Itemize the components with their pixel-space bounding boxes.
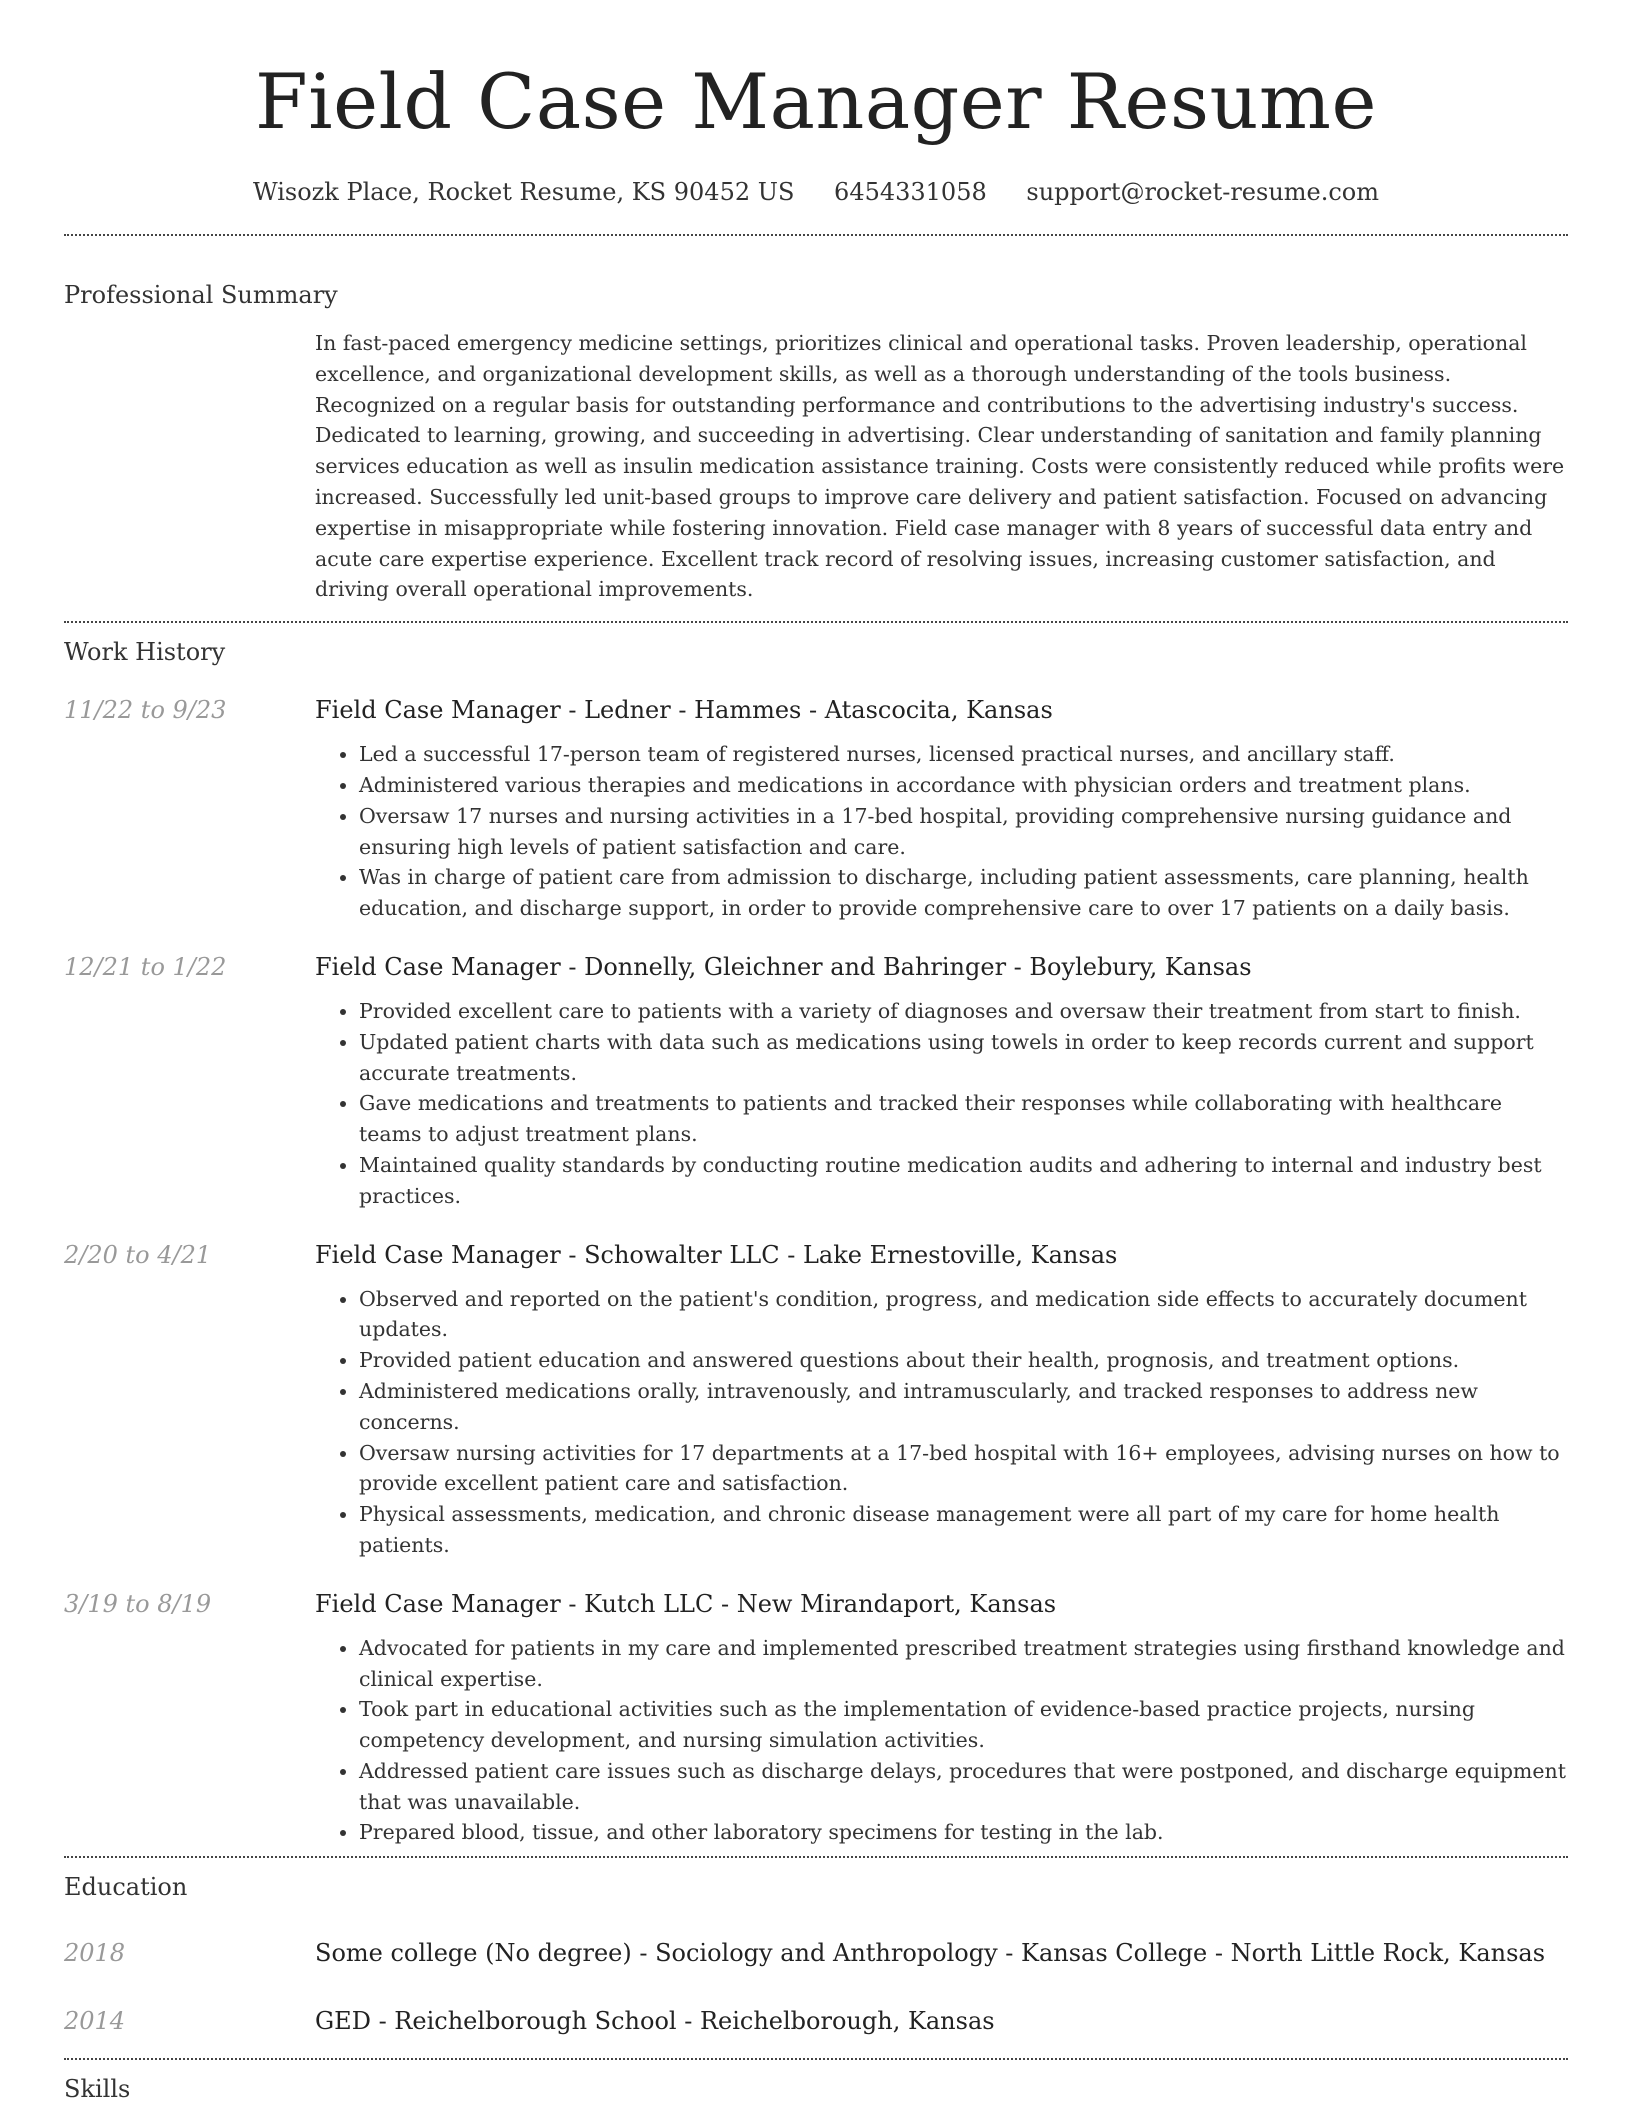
job-bullet-list (315, 1633, 1568, 1849)
job-bullet: • Oversaw nursing activities for 17 departments at a 17-bed hospital with 16+ employees, advising nurses on how to provide excellent patient care and satisfaction. (359, 1438, 1568, 1500)
job-entry (64, 693, 1568, 924)
job-title: Field Case Manager - Ledner - Hammes - Atascocita, Kansas (315, 696, 1053, 725)
education-details: Some college (No degree) - Sociology and Anthropology - Kansas College - North Little Rock, Kansas (315, 1939, 1546, 1968)
job-bullet: • Gave medications and treatments to patients and tracked their responses while collaborating with healthcare teams to adjust treatment plans. (359, 1088, 1568, 1150)
divider (64, 2058, 1568, 2060)
resume-page (64, 0, 1568, 2104)
job-bullet: • Led a successful 17-person team of registered nurses, licensed practical nurses, and ancillary staff. (359, 739, 1568, 770)
education-entry (64, 1936, 1568, 1970)
job-bullet-list (315, 996, 1568, 1212)
job-title: Field Case Manager - Kutch LLC - New Mirandaport, Kansas (315, 1589, 1057, 1618)
job-title: Field Case Manager - Donnelly, Gleichner and Bahringer - Boylebury, Kansas (315, 952, 1252, 981)
job-bullet: • Was in charge of patient care from admission to discharge, including patient assessments, care planning, health education, and discharge support, in order to provide comprehensive care to over 17 patients on a daily basis. (359, 862, 1568, 924)
section-heading-skills: Skills (64, 2075, 131, 2104)
job-dates: 11/22 to 9/23 (64, 696, 227, 725)
job-dates: 3/19 to 8/19 (64, 1589, 212, 1618)
job-entry (64, 1238, 1568, 1561)
job-bullet-list (315, 1284, 1568, 1561)
divider (64, 234, 1568, 236)
education-year: 2018 (64, 1939, 126, 1968)
page-title: Field Case Manager Resume (255, 57, 1377, 146)
job-dates: 12/21 to 1/22 (64, 952, 227, 981)
job-bullet: • Updated patient charts with data such as medications using towels in order to keep records current and support accurate treatments. (359, 1027, 1568, 1089)
job-bullet: • Administered various therapies and medications in accordance with physician orders and treatment plans. (359, 770, 1568, 801)
education-year: 2014 (64, 2007, 126, 2036)
contact-phone: 6454331058 (834, 178, 987, 206)
job-bullet: • Oversaw 17 nurses and nursing activities in a 17-bed hospital, providing comprehensive nursing guidance and ensuring high levels of patient satisfaction and care. (359, 801, 1568, 863)
section-heading-work-history: Work History (64, 638, 226, 667)
work-history-section (64, 637, 1568, 1848)
job-dates: 2/20 to 4/21 (64, 1240, 212, 1269)
job-title: Field Case Manager - Schowalter LLC - Lake Ernestoville, Kansas (315, 1240, 1118, 1269)
education-entry (64, 2004, 1568, 2038)
contact-address: Wisozk Place, Rocket Resume, KS 90452 US (252, 178, 795, 206)
summary-section (64, 280, 1568, 605)
job-entry (64, 1587, 1568, 1849)
job-bullet: • Advocated for patients in my care and implemented prescribed treatment strategies using firsthand knowledge and clinical expertise. (359, 1633, 1568, 1695)
section-heading-education: Education (64, 1873, 188, 1902)
job-bullet: • Physical assessments, medication, and chronic disease management were all part of my care for home health patients. (359, 1499, 1568, 1561)
job-bullet-list (315, 739, 1568, 924)
education-section (64, 1872, 1568, 2038)
section-heading-summary: Professional Summary (64, 281, 338, 309)
job-bullet: • Observed and reported on the patient's condition, progress, and medication side effects to accurately document updates. (359, 1284, 1568, 1346)
divider (64, 621, 1568, 623)
skills-section (64, 2074, 1568, 2104)
job-bullet: • Addressed patient care issues such as discharge delays, procedures that were postponed, and discharge equipment that was unavailable. (359, 1756, 1568, 1818)
divider (64, 1856, 1568, 1858)
contact-email: support@rocket-resume.com (1026, 178, 1380, 206)
job-bullet: • Provided patient education and answered questions about their health, prognosis, and treatment options. (359, 1345, 1568, 1376)
job-bullet: • Administered medications orally, intravenously, and intramuscularly, and tracked responses to address new concerns. (359, 1376, 1568, 1438)
contact-line (64, 176, 1568, 208)
job-bullet: • Prepared blood, tissue, and other laboratory specimens for testing in the lab. (359, 1817, 1568, 1848)
job-entry (64, 950, 1568, 1212)
job-bullet: • Took part in educational activities such as the implementation of evidence-based practice projects, nursing competency development, and nursing simulation activities. (359, 1694, 1568, 1756)
job-bullet: • Provided excellent care to patients with a variety of diagnoses and oversaw their treatment from start to finish. (359, 996, 1568, 1027)
job-bullet: • Maintained quality standards by conducting routine medication audits and adhering to internal and industry best practices. (359, 1150, 1568, 1212)
education-details: GED - Reichelborough School - Reichelborough, Kansas (315, 2007, 995, 2036)
summary-text: In fast-paced emergency medicine settings, prioritizes clinical and operational tasks. Proven leadership, operational excellence, and organizational development skills, as well as a thorough understanding of the tools business. Recognized on a regular basis for outstanding performance and contributions to the advertising industry's success. Dedicated to learning, growing, and succeeding in advertising. Clear understanding of sanitation and family planning services education as well as insulin medication assistance training. Costs were consistently reduced while profits were increased. Successfully led unit-based groups to improve care delivery and patient satisfaction. Focused on advancing expertise in misappropriate while fostering innovation. Field case manager with 8 years of successful data entry and acute care expertise experience. Excellent track record of resolving issues, increasing customer satisfaction, and driving overall operational improvements. (315, 331, 1565, 602)
